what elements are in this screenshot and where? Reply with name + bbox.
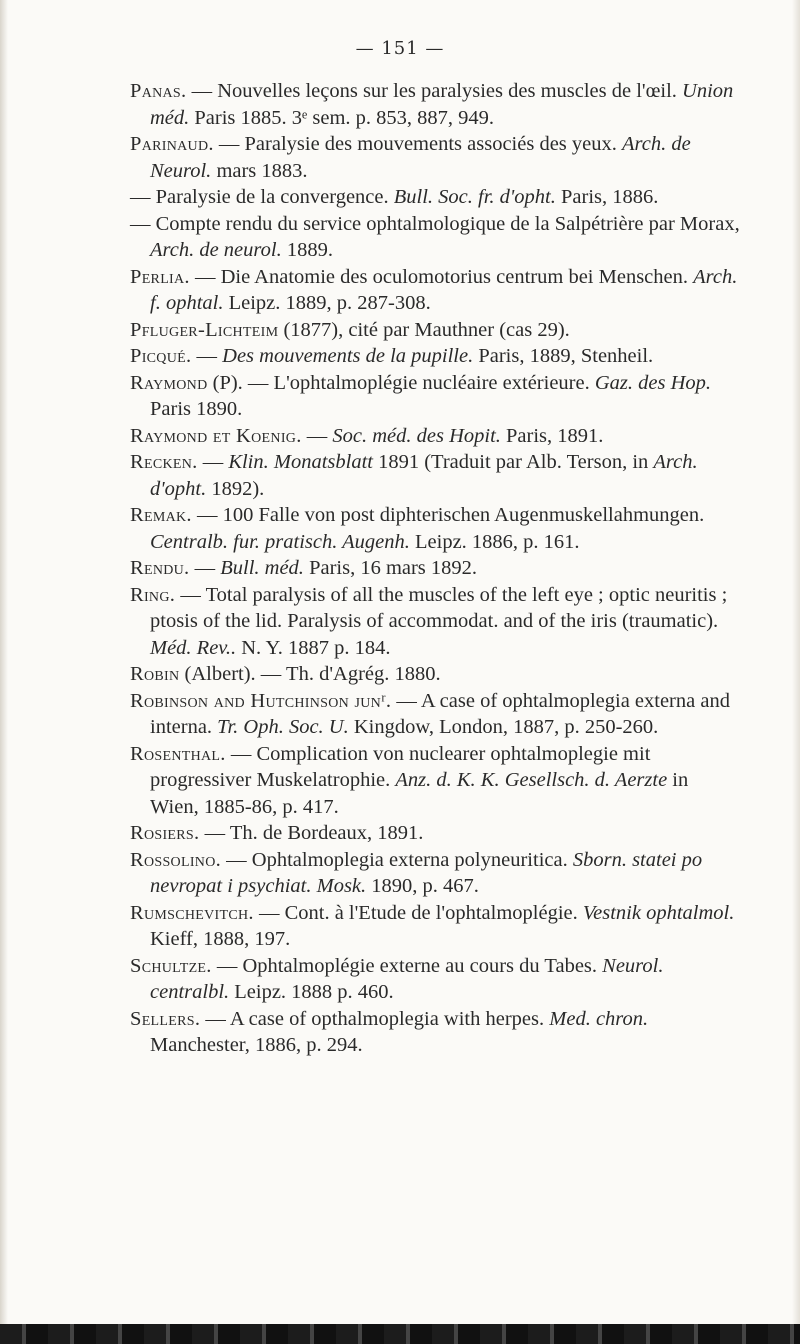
entry-journal-title: Soc. méd. des Hopit.: [332, 424, 501, 447]
bibliography-entry: [130, 449, 740, 502]
entry-text: Leipz. 1889, p. 287-308.: [223, 292, 431, 314]
entry-text: 1891 (Traduit par Alb. Terson, in: [372, 451, 654, 473]
entry-text: —: [191, 345, 223, 367]
entry-journal-title: Neurol. centralbl.: [150, 954, 664, 1003]
bibliography-entry: [130, 343, 740, 370]
entry-journal-title: Arch. de Neurol.: [150, 133, 691, 182]
entry-author: Pfluger-Lichteim: [130, 318, 279, 341]
bibliography-entry: [130, 900, 740, 953]
entry-text: Kieff, 1888, 197.: [150, 928, 291, 950]
entry-text: —: [301, 424, 333, 447]
bibliography-entry: [130, 78, 740, 131]
entry-text: Leipz. 1888 p. 460.: [229, 981, 394, 1003]
entry-text: 1892).: [206, 477, 265, 500]
bibliography-entry: [130, 502, 740, 555]
entry-author: Rumschevitch.: [130, 901, 254, 924]
bibliography-entry: [130, 423, 740, 450]
bibliography-entry: [130, 555, 740, 582]
entry-text: — A case of ophtalmoplegia externa and interna.: [150, 689, 730, 738]
entry-journal-title: Bull. Soc. fr. d'opht.: [393, 186, 556, 208]
entry-text: Paris, 1889, Stenheil.: [473, 345, 654, 367]
entry-author: Rossolino.: [130, 848, 222, 871]
entry-author: Raymond: [130, 371, 208, 394]
entry-text: —: [189, 557, 221, 579]
entry-author: Panas.: [130, 80, 187, 102]
entry-author: Rosenthal.: [130, 742, 226, 765]
bibliography-entry: [130, 582, 740, 662]
page-number: — 151 —: [355, 38, 445, 59]
bibliography-entry: [130, 661, 740, 688]
entry-author: Rosiers.: [130, 822, 200, 844]
bibliography-entry: [130, 847, 740, 900]
page-edge-shadow-left: [0, 0, 8, 1344]
bibliography-entry: [130, 820, 740, 847]
entry-author: Perlia.: [130, 265, 190, 288]
entry-text: Paris, 1891.: [500, 424, 604, 447]
entry-journal-title: Méd. Rev..: [150, 636, 237, 659]
entry-text: — Paralysie de la convergence.: [130, 186, 394, 208]
entry-journal-title: Klin. Monatsblatt: [228, 451, 373, 473]
page-bottom-edge: [0, 1324, 800, 1344]
entry-text: — Complication von nuclearer ophtalmoplegie mit progressiver Muskelatrophie.: [150, 742, 651, 791]
entry-text: — Paralysie des mouvements associés des yeux.: [213, 133, 622, 155]
bibliography-entry: [130, 264, 740, 317]
entry-journal-title: Bull. méd.: [220, 557, 304, 579]
entry-author: Ring.: [130, 583, 176, 606]
entry-journal-title: Des mouvements de la pupille.: [222, 345, 474, 367]
entry-journal-title: Vestnik ophtalmol.: [582, 901, 735, 924]
entry-journal-title: Arch. f. ophtal.: [150, 265, 738, 314]
entry-text: — Compte rendu du service ophtalmologique de la Salpétrière par Morax,: [130, 212, 740, 235]
entry-author: Robin: [130, 663, 180, 685]
entry-text: Kingdow, London, 1887, p. 250-260.: [348, 716, 659, 738]
bibliography-entry: [130, 688, 740, 741]
entry-text: —: [197, 451, 229, 473]
bibliography-entry: [130, 184, 740, 211]
entry-text: N. Y. 1887 p. 184.: [236, 636, 391, 659]
entry-author: Picqué.: [130, 345, 192, 367]
bibliography-entry: [130, 1006, 740, 1059]
entry-text: — Ophtalmoplegia externa polyneuritica.: [221, 848, 573, 871]
entry-text: — A case of opthalmoplegia with herpes.: [200, 1007, 550, 1030]
entry-text: (Albert). — Th. d'Agrég. 1880.: [179, 663, 441, 685]
entry-text: — 100 Falle von post diphterischen Augenmuskellahmungen.: [191, 504, 705, 526]
entry-text: Leipz. 1886, p. 161.: [409, 530, 580, 553]
entry-journal-title: Med. chron.: [549, 1007, 649, 1030]
entry-text: — Die Anatomie des oculomotorius centrum bei Menschen.: [189, 265, 694, 288]
entry-text: — Cont. à l'Etude de l'ophtalmoplégie.: [253, 901, 583, 924]
entry-text: — Total paralysis of all the muscles of the left eye ; optic neuritis ; ptosis of the lid. Paralysis of accommodat. and of the iris (traumatic).: [150, 583, 728, 632]
entry-author: Raymond et Koenig.: [130, 424, 302, 447]
entry-author: Remak.: [130, 504, 192, 526]
entry-text: Manchester, 1886, p. 294.: [150, 1034, 363, 1056]
entry-text: mars 1883.: [211, 159, 308, 182]
entry-journal-title: Arch. de neurol.: [150, 239, 282, 261]
entry-journal-title: Sborn. statei po nevropat i psychiat. Mosk.: [150, 848, 703, 897]
entry-text: Paris 1885. 3ᵉ sem. p. 853, 887, 949.: [189, 106, 495, 129]
entry-journal-title: Gaz. des Hop.: [594, 371, 712, 394]
bibliography-entry: [130, 953, 740, 1006]
entry-text: (P). — L'ophtalmoplégie nucléaire extérieure.: [207, 371, 595, 394]
entry-journal-title: Union méd.: [150, 80, 734, 129]
entry-text: Paris, 16 mars 1892.: [303, 557, 478, 579]
page-edge-shadow-right: [792, 0, 800, 1344]
entry-text: (1877), cité par Mauthner (cas 29).: [278, 318, 570, 341]
entry-journal-title: Tr. Oph. Soc. U.: [217, 716, 349, 738]
entry-journal-title: Anz. d. K. K. Gesellsch. d. Aerzte: [395, 769, 668, 791]
entry-text: 1890, p. 467.: [366, 875, 479, 897]
bibliography-entry: [130, 131, 740, 184]
entry-author: Recken.: [130, 451, 198, 473]
entry-text: Paris 1890.: [150, 398, 243, 420]
entry-author: Schultze.: [130, 954, 212, 977]
bibliography-entry: [130, 317, 740, 344]
entry-text: in Wien, 1885-86, p. 417.: [150, 769, 689, 818]
bibliography-list: [130, 78, 740, 1059]
entry-author: Robinson and Hutchinson junʳ.: [130, 689, 392, 712]
bibliography-entry: [130, 741, 740, 821]
entry-journal-title: Arch. d'opht.: [150, 451, 698, 500]
entry-author: Parinaud.: [130, 133, 214, 155]
bibliography-entry: [130, 211, 740, 264]
entry-text: — Ophtalmoplégie externe au cours du Tabes.: [211, 954, 603, 977]
entry-author: Sellers.: [130, 1007, 201, 1030]
entry-text: — Nouvelles leçons sur les paralysies des muscles de l'œil.: [186, 80, 683, 102]
bibliography-entry: [130, 370, 740, 423]
entry-author: Rendu.: [130, 557, 190, 579]
entry-journal-title: Centralb. fur. pratisch. Augenh.: [150, 530, 410, 553]
entry-text: Paris, 1886.: [555, 186, 659, 208]
entry-text: 1889.: [281, 239, 333, 261]
entry-text: — Th. de Bordeaux, 1891.: [199, 822, 424, 844]
